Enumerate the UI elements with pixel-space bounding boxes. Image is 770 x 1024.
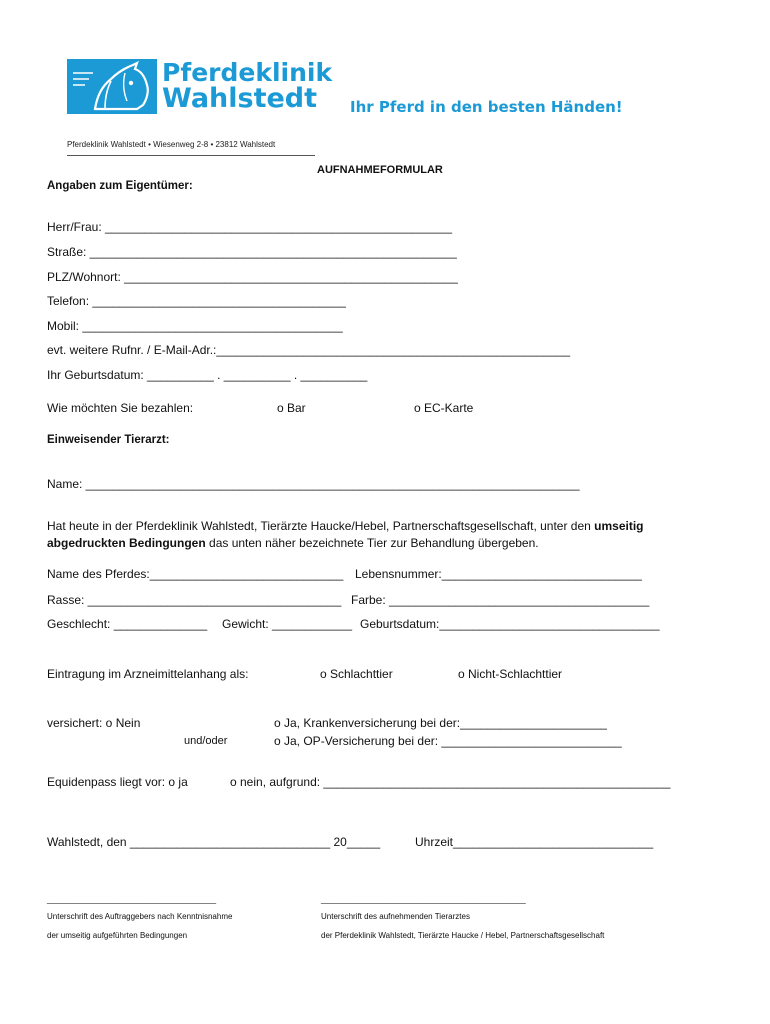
signature-line-owner[interactable]: ______________________________________ (47, 895, 217, 904)
weitere-rufnr-field[interactable]: evt. weitere Rufnr. / E-Mail-Adr.:_____________________________________________________ (47, 343, 571, 357)
statement-bold-bedingungen: abgedruckten Bedingungen (47, 536, 206, 550)
signature-owner-caption1: Unterschrift des Auftraggebers nach Kenntnisnahme (47, 912, 233, 921)
herr-frau-field[interactable]: Herr/Frau: ____________________________________________________ (47, 220, 453, 234)
plz-wohnort-field[interactable]: PLZ/Wohnort: __________________________________________________ (47, 270, 458, 284)
option-krankenversicherung-checkbox[interactable]: o Ja, Krankenversicherung bei der:______________________ (274, 716, 607, 730)
gewicht-field[interactable]: Gewicht: ____________ (222, 617, 353, 631)
brand-name-line1: Pferdeklinik (162, 58, 333, 87)
signature-line-vet[interactable]: ______________________________________________ (321, 895, 526, 904)
signature-owner-caption2: der umseitig aufgeführten Bedingungen (47, 931, 188, 940)
rasse-field[interactable]: Rasse: ______________________________________ (47, 593, 342, 607)
signature-vet-caption1: Unterschrift des aufnehmenden Tierarztes (321, 912, 470, 921)
slogan: Ihr Pferd in den besten Händen! (350, 98, 623, 116)
brand-name-line2: Wahlstedt (162, 83, 318, 114)
statement-bold-umseitig: umseitig (594, 519, 644, 533)
farbe-field[interactable]: Farbe: _______________________________________ (351, 593, 650, 607)
geburtsdatum-field[interactable]: Ihr Geburtsdatum: __________ . __________ . __________ (47, 368, 368, 382)
option-schlachttier-checkbox[interactable]: o Schlachttier (320, 667, 393, 681)
equidenpass-ja-checkbox[interactable]: Equidenpass liegt vor: o ja (47, 775, 188, 789)
statement-line2 (47, 536, 539, 550)
strasse-field[interactable]: Straße: _______________________________________________________ (47, 245, 457, 259)
statement-text: Hat heute in der Pferdeklinik Wahlstedt, Tierärzte Haucke/Hebel, Partnerschaftsgesellschaft, unter den (47, 519, 595, 533)
equidenpass-nein-checkbox[interactable]: o nein, aufgrund: ____________________________________________________ (230, 775, 671, 789)
pferd-name-field[interactable]: Name des Pferdes:_____________________________ (47, 567, 344, 581)
eintragung-label: Eintragung im Arzneimittelanhang als: (47, 667, 249, 681)
option-ec-checkbox[interactable]: o EC-Karte (414, 401, 474, 415)
lebensnummer-field[interactable]: Lebensnummer:______________________________ (355, 567, 642, 581)
bezahlen-label: Wie möchten Sie bezahlen: (47, 401, 194, 415)
statement-text-end: das unten näher bezeichnete Tier zur Behandlung übergeben. (205, 536, 539, 550)
horse-head-icon (67, 59, 157, 114)
telefon-field[interactable]: Telefon: ______________________________________ (47, 294, 346, 308)
owner-section-heading: Angaben zum Eigentümer: (47, 180, 193, 192)
option-nicht-schlachttier-checkbox[interactable]: o Nicht-Schlachttier (458, 667, 563, 681)
signature-vet-caption2: der Pferdeklinik Wahlstedt, Tierärzte Haucke / Hebel, Partnerschaftsgesellschaft (321, 931, 605, 940)
option-op-versicherung-checkbox[interactable]: o Ja, OP-Versicherung bei der: ___________________________ (274, 734, 622, 748)
vet-section-heading: Einweisender Tierarzt: (47, 434, 170, 446)
clinic-address: Pferdeklinik Wahlstedt • Wiesenweg 2-8 • 23812 Wahlstedt (67, 140, 276, 149)
versichert-nein-checkbox[interactable]: versichert: o Nein (47, 716, 141, 730)
form-title: AUFNAHMEFORMULAR (317, 164, 443, 176)
address-divider (67, 155, 315, 156)
uhrzeit-field[interactable]: Uhrzeit______________________________ (415, 835, 654, 849)
und-oder-label: und/oder (184, 735, 228, 747)
geschlecht-field[interactable]: Geschlecht: ______________ (47, 617, 208, 631)
pferd-geburtsdatum-field[interactable]: Geburtsdatum:_________________________________ (360, 617, 660, 631)
statement-line1 (47, 519, 644, 533)
option-bar-checkbox[interactable]: o Bar (277, 401, 306, 415)
mobil-field[interactable]: Mobil: _______________________________________ (47, 319, 343, 333)
ort-datum-field[interactable]: Wahlstedt, den ______________________________ 20_____ (47, 835, 381, 849)
vet-name-field[interactable]: Name: __________________________________________________________________________ (47, 477, 580, 491)
